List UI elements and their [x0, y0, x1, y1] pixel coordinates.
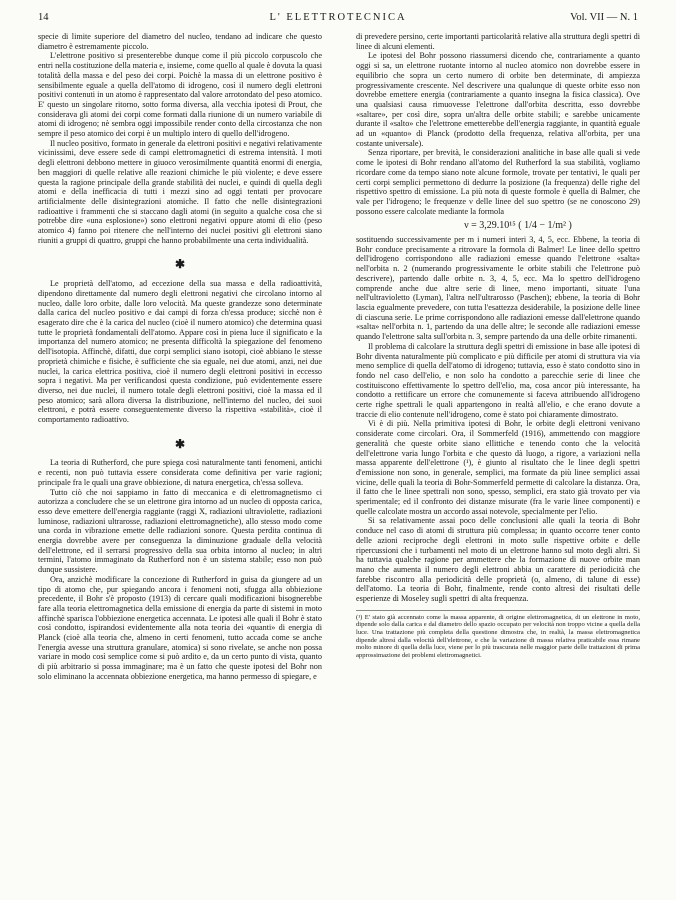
paragraph: Il problema di calcolare la struttura degli spettri di emissione in base alle ipotesi di Bohr diventa naturalmente più complicato e più difficile per atomi di struttura via via meno semplice di quella dell'atomo di idrogeno; tuttavia, esso è stato condotto sino in fondo nel caso dell'elio, e non solo ha condotto a parecchie serie di linee che costituiscono effettivamente lo spettro dell'elio, ma, cosa ancor più interessante, ha condotto a rettificare un errore che comunemente si faceva attribuendo all'idrogeno certe righe spettrali le quali appartengono in realtà all'elio, e che erano dovute a traccie di elio contenute nell'idrogeno, come è stato poi chiaramente dimostrato.	[356, 341, 640, 419]
paragraph: sostituendo successivamente per m i numeri interi 3, 4, 5, ecc. Ebbene, la teoria di Bohr conduce precisamente a ritrovare la formola di Balmer! Le linee dello spettro dell'idrogeno corrispondono alle radiazioni emesse quando l'elettrone «salta» nell'orbita n. 2 (numerando progressivamente le orbite stabili che l'elettrone può descrivere), partendo dalle orbite n. 3, 4, 5, ecc. Ma lo spettro dell'idrogeno comprende anche due altre serie di linee, meno importanti, situate l'una nell'ultravioletto (Lyman), l'altra nell'ultrarosso (Paschen); ebbene, la teoria di Bohr lascia egualmente prevedere, con tutta l'esattezza desiderabile, la posizione delle linee di ciascuna serie. Le prime corrispondono alle radiazioni emesse dall'elettrone quando «salta» nell'orbita n. 1, partendo da una delle altre; le seconde alle radiazioni emesse quando l'elettrone salta sull'orbita n. 3, sempre partendo da una delle orbite rimanenti.	[356, 235, 640, 342]
paragraph: Vi è di più. Nella primitiva ipotesi di Bohr, le orbite degli elettroni venivano considerate come circolari. Ora, il Sommerfeld (1916), ammettendo con maggiore generalità che queste orbite siano ellittiche e tenendo conto che la velocità dell'elettrone varia lungo l'orbita e che questo dà luogo, a rigore, a variazioni nella massa apparente dell'elettrone (¹), è giunto al risultato che le linee degli spettri d'emissione non sono, in generale, semplici, ma formate da più linee semplici assai vicine, delle quali la teoria di Bohr-Sommerfeld permette di calcolare la distanza. Ora, il fatto che le linee spettrali non sono, spesso, semplici, era stato già trovato per via sperimentale; ed il confronto dei distanze misurate (fra le varie linee componenti) e quelle calcolate mostra un accordo assai notevole, specialmente per l'elio.	[356, 419, 640, 516]
section-separator: ✱	[174, 257, 186, 272]
paragraph: di prevedere persino, certe importanti particolarità relative alla struttura degli spettri di linee di alcuni elementi.	[356, 32, 640, 51]
paragraph: specie di limite superiore del diametro del nucleo, tendano ad indicare che questo diametro è estremamente piccolo.	[38, 32, 322, 51]
paragraph: Si sa relativamente assai poco delle conclusioni alle quali la teoria di Bohr conduce nel caso di atomi di struttura più complessa; in quanto occorre tener conto delle azioni reciproche degli elettroni in moto sulle rispettive orbite e delle ripercussioni che i turbamenti nel moto di un elettrone hanno sul moto degli altri. Si ha tuttavia qualche ragione per ammettere che la formazione di nuove orbite man mano che aumenta il numero degli elettroni abbia un carattere di periodicità che farebbe riscontro alla periodicità delle proprietà (o, almeno, di talune di esse) dell'atomo. La teoria di Bohr, finalmente, rende conto altresì dei risultati delle esperienze di Moseley sugli spettri di alta frequenza.	[356, 516, 640, 604]
paragraph: La teoria di Rutherford, che pure spiega così naturalmente tanti fenomeni, antichi e recenti, non può tuttavia essere considerata come definitiva per varie ragioni; principale fra le quali una grave obbiezione, di natura energetica, ch'essa solleva.	[38, 458, 322, 487]
volume-number: Vol. VII — N. 1	[570, 12, 638, 23]
left-column	[38, 32, 322, 682]
paragraph: Ora, anzichè modificare la concezione di Rutherford in guisa da giungere ad un tipo di atomo che, pur spiegando ancora i fenomeni noti, sfugga alla obbiezione precedente, il Bohr s'è proposto (1913) di cercare quali modificazioni bisognerebbe fare alla teoria elettromagnetica della emissione di energia da parte di sistemi in moto affinchè sparisca l'obbiezione energetica accennata. Le ipotesi alle quali il Bohr è stato così condotto, ispirandosi evidentemente alla nota teoria dei «quanti» di energia di Planck (cioè alla teoria che, almeno in certi fenomeni, tutto accada come se anche l'energia avesse una struttura granulare, atomica) si sono rivelate, se anche non possa variare in modo così semplice come si può ardito e, da un certo punto di vista, quanto di più arbitrario si possa immaginare; ma è un fatto che queste ipotesi del Bohr non solo eliminano la accennata obbiezione energetica, ma hanno permesso di spiegare, e	[38, 574, 322, 681]
journal-title: L' ELETTROTECNICA	[269, 12, 407, 23]
paragraph: L'elettrone positivo si presenterebbe dunque come il più piccolo corpuscolo che entri nella costituzione della materia e, insieme, come quello al quale è dovuta la quasi totalità della massa e del peso dei corpi. Poichè la massa di un elettrone positivo è sensibilmente eguale a quella dell'atomo di idrogeno, così il numero degli elettroni positivi contenuti in un atomo è rappresentato dal valore arrotondato del peso atomico. E' questo un singolare ritorno, sotto forma diversa, alla vecchia ipotesi di Prout, che considerava gli atomi dei corpi come formati dalla riunione di un numero variabile di atomi di idrogeno; nè sembra oggi impossibile render conto della circostanza che non sempre il peso atomico dei corpi è un multiplo intero di quello dell'idrogeno.	[38, 51, 322, 139]
paragraph: Le proprietà dell'atomo, ad eccezione della sua massa e della radioattività, dipendono direttamente dal numero degli elettroni negativi che circolano intorno al nucleo, dalle loro orbite, dalle loro velocità. Ma queste grandezze sono determinate dalla carica del nucleo positivo e dai campi di forza ch'essa produce; sicchè non è esagerato dire che è la carica del nucleo (cioè il numero atomico) che determina quasi tutte le proprietà fondamentali dell'atomo. Appare così in piena luce il significato e la importanza del numero atomico; ne presenta difficoltà la spiegazione del fenomeno dell'isotopia. Affinchè, difatti, due corpi semplici siano isotopi, cioè abbiano le stesse proprietà chimiche e fisiche, è sufficiente che sia eguale, nei due atomi, anzi, nei due nuclei, la carica elettrica positiva, cioè il numero degli elettroni positivi in eccesso sopra i negativi. Ma per verificandosi questa condizione, può evidentemente essere diverso, nei due nuclei, il numero totale degli elettroni positivi, cioè la massa ed il peso atomico; sarà allora diversa la distribuzione, nell'interno del nucleo, dei suoi elettroni, e potrà essere conseguentemente diverso la rispettiva «stabilità», cioè il comportamento radioattivo.	[38, 279, 322, 425]
paragraph: Le ipotesi del Bohr possono riassumersi dicendo che, contrariamente a quanto oggi si sa, un elettrone ruotante intorno al nucleo atomico non dovrebbe essere in equilibrio che sopra un certo numero di orbite ben determinate, di ampiezza progressivamente crescente. Nel descrivere una qualunque di queste orbite esso non dovrebbe emettere energia (contrariamente a quanto insegna la fisica classica). Ove una qualsiasi causa rimuovesse l'elettrone dall'orbita descritta, esso dovrebbe «saltare», per così dire, sopra un'altra delle orbite stabili; e sarebbe unicamente durante il «salto» che l'elettrone emetterebbe dell'energia raggiante, in quantità eguale ad un «quanto» di Planck (prodotto della frequenza, relativa all'orbita, per una costante universale).	[356, 51, 640, 148]
section-separator: ✱	[174, 436, 186, 451]
paragraph: Senza riportare, per brevità, le considerazioni analitiche in base alle quali si vede come le ipotesi di Bohr rendano all'atomo del Rutherford la sua stabilità, vogliamo ricordare come da tempo siano note alcune formole, trovate per tentativi, le quali per certi corpi semplici permettono di dedurre la posizione (la frequenza) delle righe del rispettivo spettro di emissione. La più nota di queste formole è quella di Balmer, che vale per l'idrogeno; le frequenze ν delle linee del suo spettro (se ne conoscono 29) possono essere calcolate mediante la formola	[356, 148, 640, 216]
paragraph: Tutto ciò che noi sappiamo in fatto di meccanica e di elettromagnetismo ci autorizza a concludere che se un elettrone gira intorno ad un nucleo di opposta carica, esso deve emettere dell'energia raggiante (raggi X, radiazioni ultraviolette, radiazioni luminose, radiazioni ultrarosse, radiazioni elettromagnetiche), allo stesso modo come una corda in vibrazione emette delle radiazioni sonore. Questa perdita continua di energia dovrebbe avere per conseguenza la diminuzione graduale della velocità dell'elettrone, ed il serrarsi progressivo della sua orbita intorno al nucleo; in altri termini, l'atomo immaginato da Rutherford non è un sistema stabile; esso non può dunque sussistere.	[38, 487, 322, 575]
page-number: 14	[38, 12, 49, 23]
footnote: (¹) E' stato già accennato come la massa apparente, di origine elettromagnetica, di un elettrone in moto, dipende solo dalla carica e dal diametro dello spazio occupato per velocità non troppo vicine a quella della luce. Una trattazione più completa della questione dimostra che, in realtà, la massa elettromagnetica dipende altresì dalla velocità dell'elettrone, e che la variazione di massa relativa praticabile essa rimane molto minore di quella della luce, viene per lo più trascurata nelle maggior parte delle trattazioni di prima approssimazione dei problemi elettromagnetici.	[356, 610, 640, 660]
page-header	[38, 12, 638, 26]
paragraph: Il nucleo positivo, formato in generale da elettroni positivi e negativi relativamente vicinissimi, deve essere sede di campi elettromagnetici di estrema intensità. I moti degli elettroni debbono mettere in giuoco verosimilmente quantità enormi di energia, ben maggiori di quelle relative alle reazioni chimiche le più violente; e deve essere questa la ragione principale della grande stabilità dei nuclei, e quindi di quella degli atomi e della inefficacia di tutti i mezzi sino ad oggi tentati per provocare artificialmente delle disintegrazioni atomiche. Il fatto che nelle disintegrazioni radioattive i frammenti che si staccano dagli atomi (in seguito a qualche cosa che si potrebbe dire «una esplosione») sono elettroni negativi oppure atomi di elio (peso atomico 4) fanno poi ritenere che nell'interno dei nuclei positivi gli elettroni siano riuniti a gruppi di quattro, gruppi che hanno probabilmente una certa individualità.	[38, 138, 322, 245]
balmer-formula: ν = 3,29.10¹⁵ ( 1/4 − 1/m² )	[464, 220, 572, 232]
right-column	[356, 32, 640, 659]
